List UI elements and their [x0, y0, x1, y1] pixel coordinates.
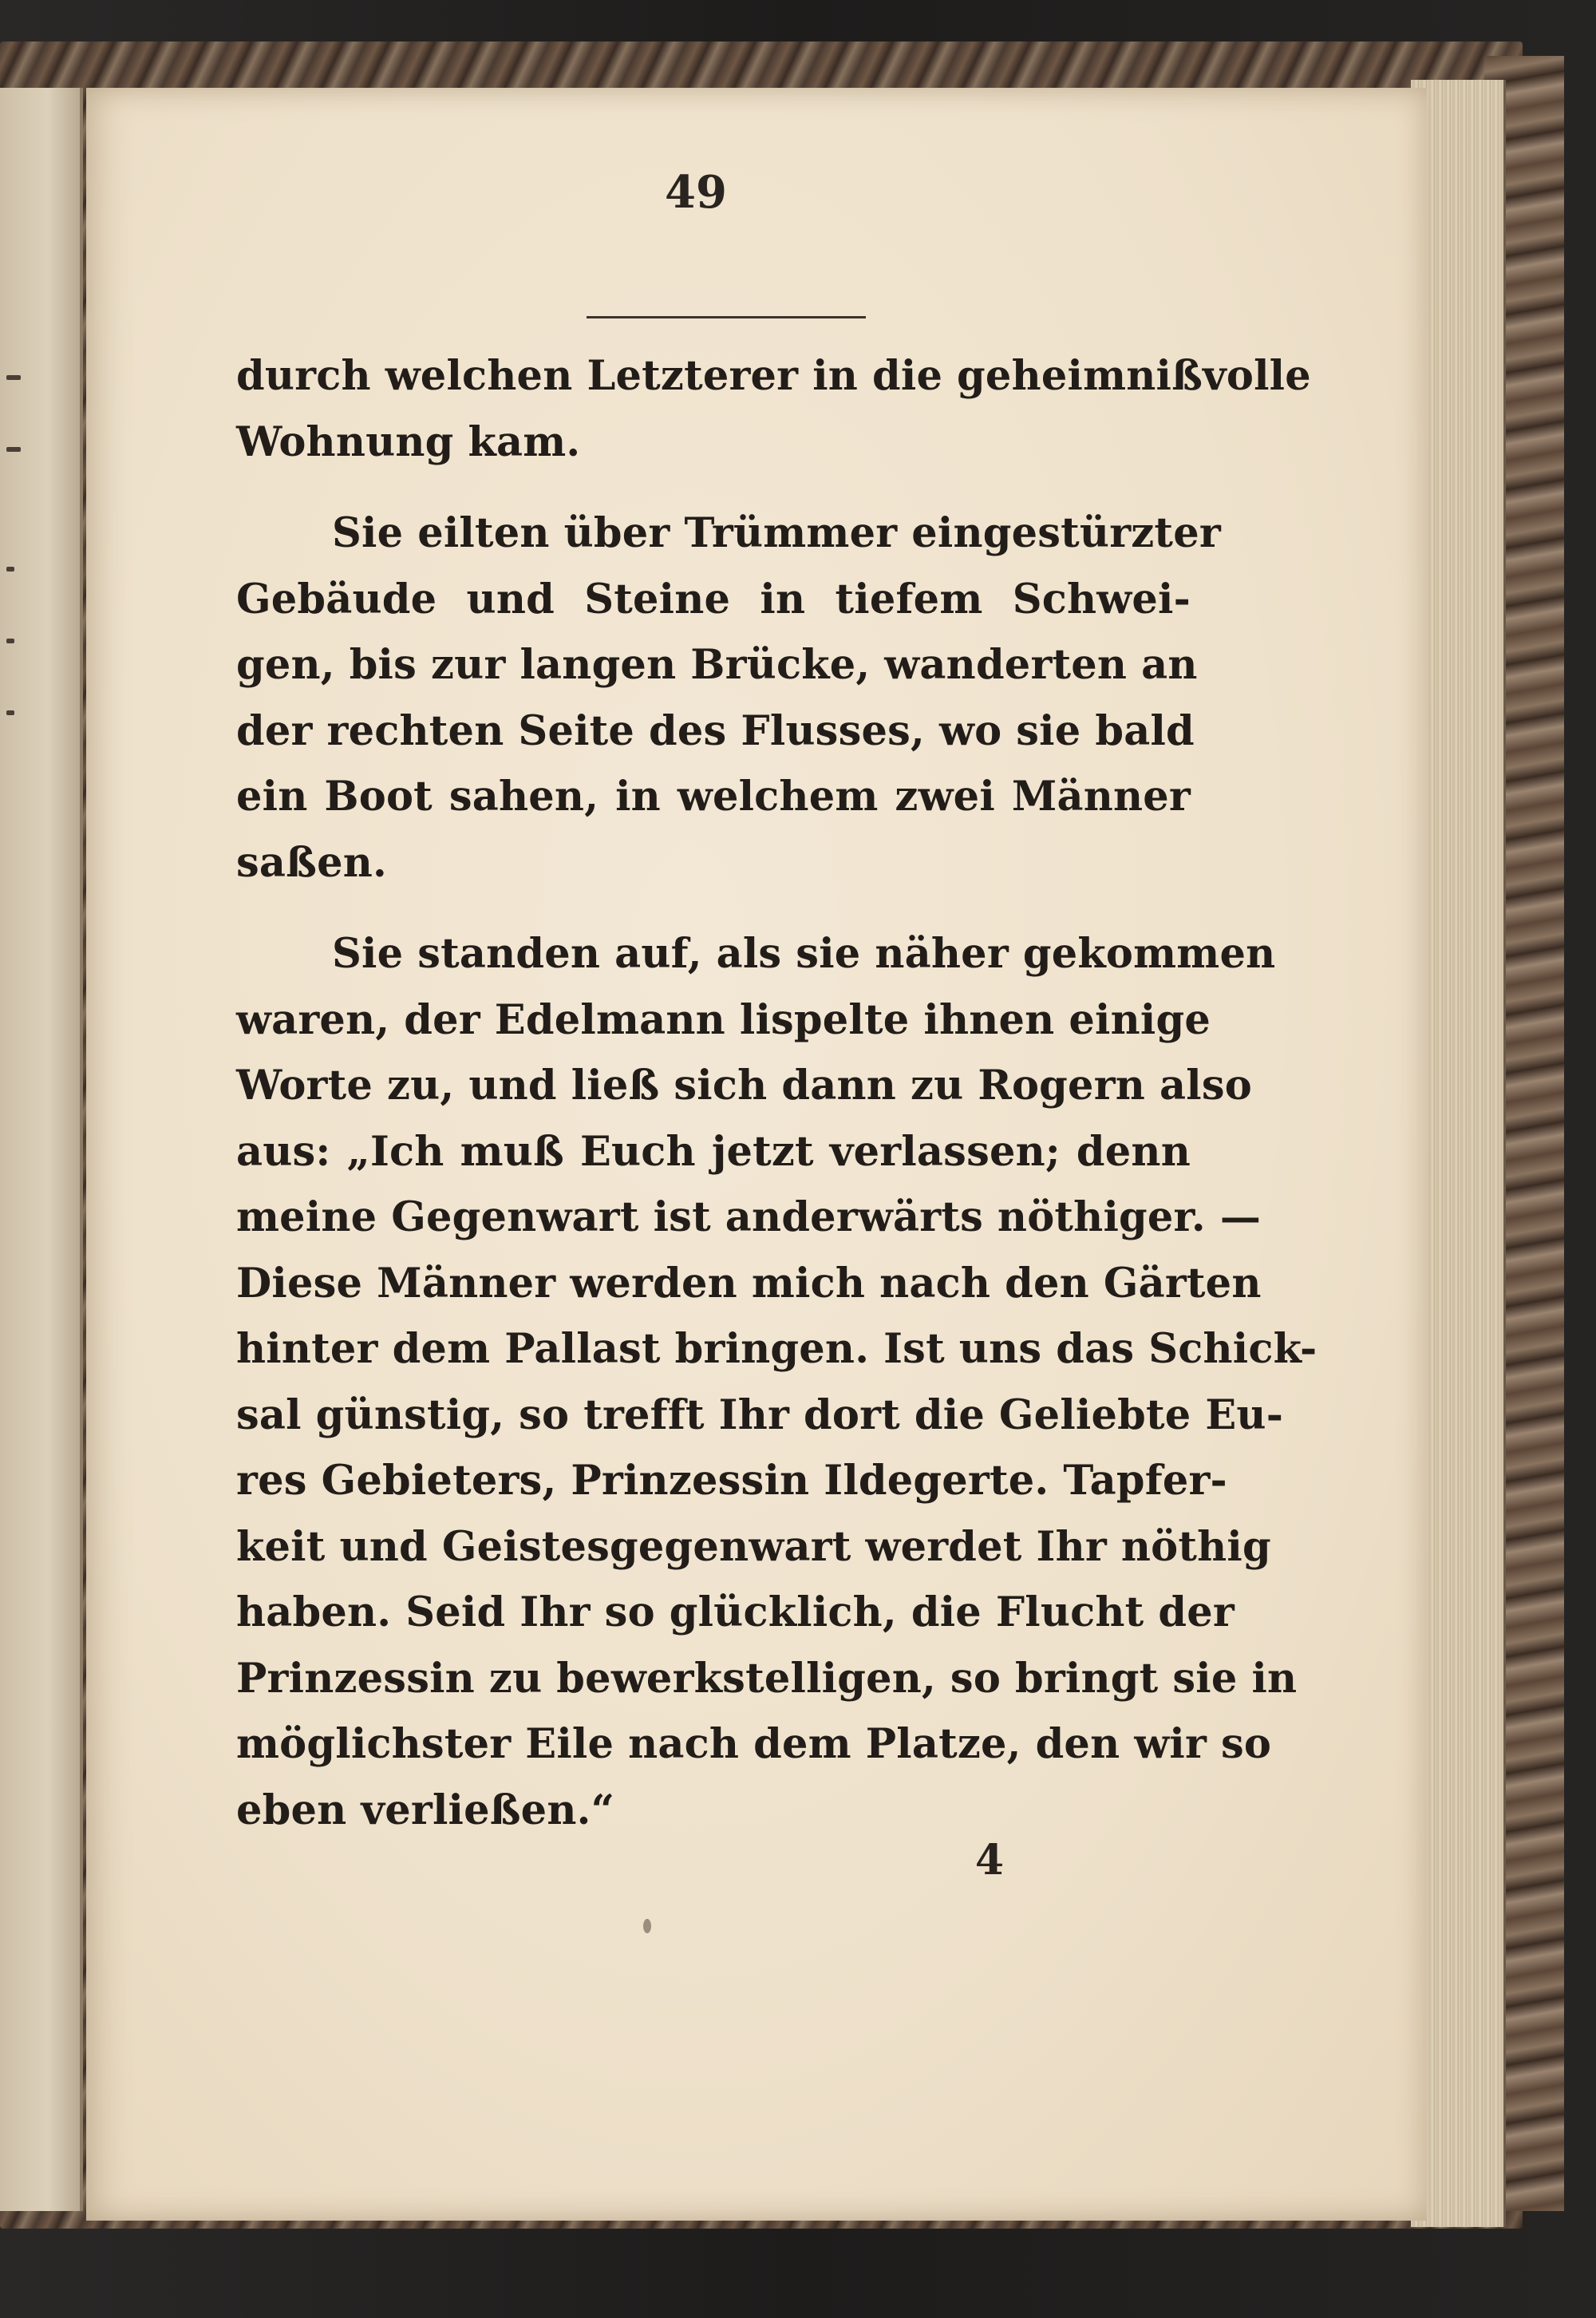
text-line: gen, bis zur langen Brücke, wanderten an: [236, 641, 1198, 689]
left-page-ink-mark: [6, 710, 14, 715]
text-line: res Gebieters, Prinzessin Ildegerte. Tapfer-: [236, 1457, 1227, 1505]
text-line: haben. Seid Ihr so glücklich, die Flucht der: [236, 1588, 1235, 1636]
text-line: möglichster Eile nach dem Platze, den wir so: [236, 1720, 1272, 1768]
text-line: Diese Männer werden mich nach den Gärten: [236, 1259, 1262, 1307]
text-line: eben verließen.“: [236, 1786, 615, 1834]
text-line: sal günstig, so trefft Ihr dort die Geliebte Eu-: [236, 1390, 1284, 1439]
text-line: keit und Geistesgegenwart werdet Ihr nöthig: [236, 1522, 1271, 1571]
text-line: der rechten Seite des Flusses, wo sie bald: [236, 706, 1195, 755]
text-line: waren, der Edelmann lispelte ihnen einige: [236, 995, 1211, 1044]
text-line: Wohnung kam.: [236, 417, 581, 466]
header-rule: [587, 316, 866, 318]
text-line: meine Gegenwart ist anderwärts nöthiger. —: [236, 1193, 1262, 1241]
left-page-ink-mark: [6, 639, 14, 643]
paper-stain: [643, 1919, 651, 1933]
left-page-ink-mark: [6, 567, 14, 572]
text-line: Sie standen auf, als sie näher gekommen: [332, 930, 1276, 978]
text-line: aus: „Ich muß Euch jetzt verlassen; denn: [236, 1127, 1191, 1176]
signature-mark: 4: [974, 1836, 1005, 1885]
text-line: hinter dem Pallast bringen. Ist uns das Schick-: [236, 1325, 1317, 1373]
text-line: Gebäude und Steine in tiefem Schwei-: [236, 575, 1191, 623]
text-line: saßen.: [236, 838, 387, 887]
left-page-ink-mark: [6, 447, 21, 452]
text-line: Sie eilten über Trümmer eingestürzter: [332, 509, 1221, 557]
left-page-ink-mark: [6, 375, 21, 380]
text-line: Worte zu, und ließ sich dann zu Rogern also: [236, 1062, 1252, 1110]
left-facing-page: [0, 88, 83, 2211]
page-number: 49: [665, 166, 727, 219]
text-line: durch welchen Letzterer in die geheimnißvolle: [236, 352, 1311, 400]
text-line: ein Boot sahen, in welchem zwei Männer: [236, 773, 1191, 821]
body-text: [236, 343, 1317, 1843]
text-line: Prinzessin zu bewerkstelligen, so bringt sie in: [236, 1654, 1298, 1703]
